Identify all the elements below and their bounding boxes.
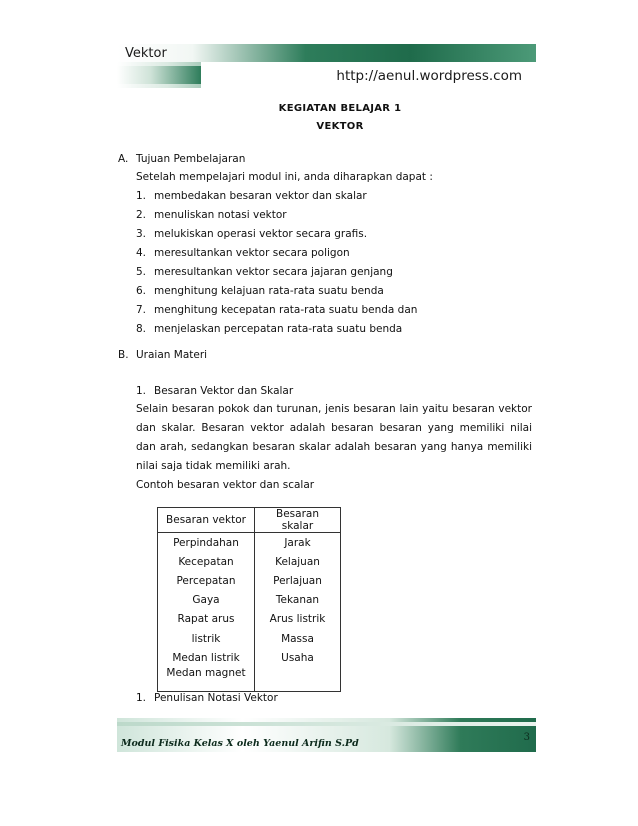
explanation-paragraph: Selain besaran pokok dan turunan, jenis besaran lain yaitu besaran vektor dan skalar. Besaran vektor adalah besaran besaran yang memiliki nilai dan arah, sedangkan besaran skalar adalah besaran yang hanya memiliki nilai saja tidak memiliki arah. [136, 403, 532, 472]
header-title: Vektor [125, 46, 167, 61]
table-row: Percepatan Perlajuan [158, 571, 341, 590]
subsection-1-heading: 1. Besaran Vektor dan Skalar [136, 385, 294, 397]
footer-banner [117, 718, 536, 752]
list-item: 8. menjelaskan percepatan rata-rata suatu benda [136, 323, 403, 335]
table-row: Kecepatan Kelajuan [158, 552, 341, 571]
footer-credit: Modul Fisika Kelas X oleh Yaenul Arifin S.Pd [121, 738, 359, 749]
list-item: 7. menghitung kecepatan rata-rata suatu benda dan [136, 304, 418, 316]
header-scalar: Besaran skalar [255, 508, 341, 533]
list-item: 4. meresultankan vektor secara poligon [136, 247, 350, 259]
footer-stripe [117, 722, 536, 726]
section-a-label: A. [118, 153, 129, 165]
section-b-label: B. [118, 349, 129, 361]
header-vector: Besaran vektor [158, 508, 255, 533]
section-a-title: Tujuan Pembelajaran [136, 153, 246, 165]
list-item: 3. melukiskan operasi vektor secara grafis. [136, 228, 368, 240]
activity-heading: KEGIATAN BELAJAR 1 [278, 103, 402, 114]
subsection-2-heading: 1. Penulisan Notasi Vektor [136, 692, 278, 704]
table-row: Gaya Tekanan [158, 591, 341, 610]
table-row: Rapat arus Arus listrik [158, 610, 341, 629]
table-row: listrik Massa [158, 629, 341, 648]
section-a-intro: Setelah mempelajari modul ini, anda diharapkan dapat : [136, 171, 433, 183]
example-caption: Contoh besaran vektor dan scalar [136, 479, 315, 491]
list-item: 6. menghitung kelajuan rata-rata suatu benda [136, 285, 384, 297]
topic-heading: VEKTOR [316, 121, 364, 132]
page-number: 3 [523, 732, 530, 743]
table-row: Medan magnet [158, 667, 341, 691]
header-banner [117, 44, 536, 88]
quantities-table [157, 507, 341, 692]
header-top-band [117, 44, 536, 62]
header-left-strip [117, 66, 201, 84]
list-item: 1. membedakan besaran vektor dan skalar [136, 190, 367, 202]
table-row: Perpindahan Jarak [158, 533, 341, 553]
list-item: 2. menuliskan notasi vektor [136, 209, 287, 221]
table-row: Medan listrik Usaha [158, 648, 341, 667]
table-header-row [158, 508, 341, 533]
objectives-list [136, 187, 417, 339]
list-item: 5. meresultankan vektor secara jajaran genjang [136, 266, 393, 278]
section-b-title: Uraian Materi [136, 349, 208, 361]
header-url[interactable]: http://aenul.wordpress.com [336, 68, 522, 84]
